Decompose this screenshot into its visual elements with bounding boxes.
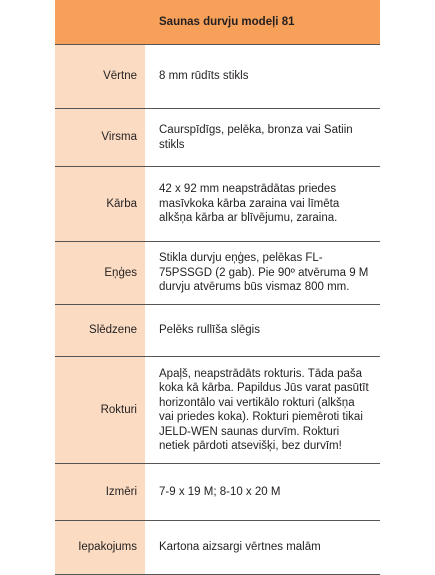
row-rokturi <box>55 357 380 464</box>
table-title: Saunas durvju modeļi 81 <box>145 0 380 45</box>
row-label: Eņģes <box>55 242 145 305</box>
row-virsma <box>55 109 380 167</box>
row-sledzene <box>55 305 380 357</box>
row-iepakojums <box>55 521 380 575</box>
row-izmeri <box>55 464 380 521</box>
row-label: Kārba <box>55 167 145 242</box>
row-value: 8 mm rūdīts stikls <box>145 45 380 109</box>
row-karba <box>55 167 380 242</box>
row-enges <box>55 242 380 305</box>
row-value: Caurspīdīgs, pelēka, bronza vai Satiin stikls <box>145 109 380 167</box>
row-value: 42 x 92 mm neapstrādātas priedes masīvkoka kārba zaraina vai līmēta alkšņa kārba ar blīvējumu, zaraina. <box>145 167 380 242</box>
table-header-row <box>55 0 380 45</box>
row-label: Slēdzene <box>55 305 145 357</box>
row-label: Vērtne <box>55 45 145 109</box>
row-value: Stikla durvju eņģes, pelēkas FL-75PSSGD (2 gab). Pie 90º atvēruma 9 M durvju atvērums būs vismaz 800 mm. <box>145 242 380 305</box>
row-value: Apaļš, neapstrādāts rokturis. Tāda paša koka kā kārba. Papildus Jūs varat pasūtīt horizontālo vai vertikālo rokturi (alkšņa vai priedes koka). Rokturi piemēroti tikai JELD-WEN saunas durvīm. Rokturi netiek pārdoti atsevišķi, bez durvīm! <box>145 357 380 464</box>
row-vertne <box>55 45 380 109</box>
row-value: 7-9 x 19 M; 8-10 x 20 M <box>145 464 380 521</box>
header-label-cell <box>55 0 145 45</box>
row-label: Virsma <box>55 109 145 167</box>
row-label: Izmēri <box>55 464 145 521</box>
row-value: Kartona aizsargi vērtnes malām <box>145 521 380 575</box>
row-label: Iepakojums <box>55 521 145 575</box>
row-label: Rokturi <box>55 357 145 464</box>
spec-table <box>55 0 380 575</box>
row-value: Pelēks rullīša slēgis <box>145 305 380 357</box>
